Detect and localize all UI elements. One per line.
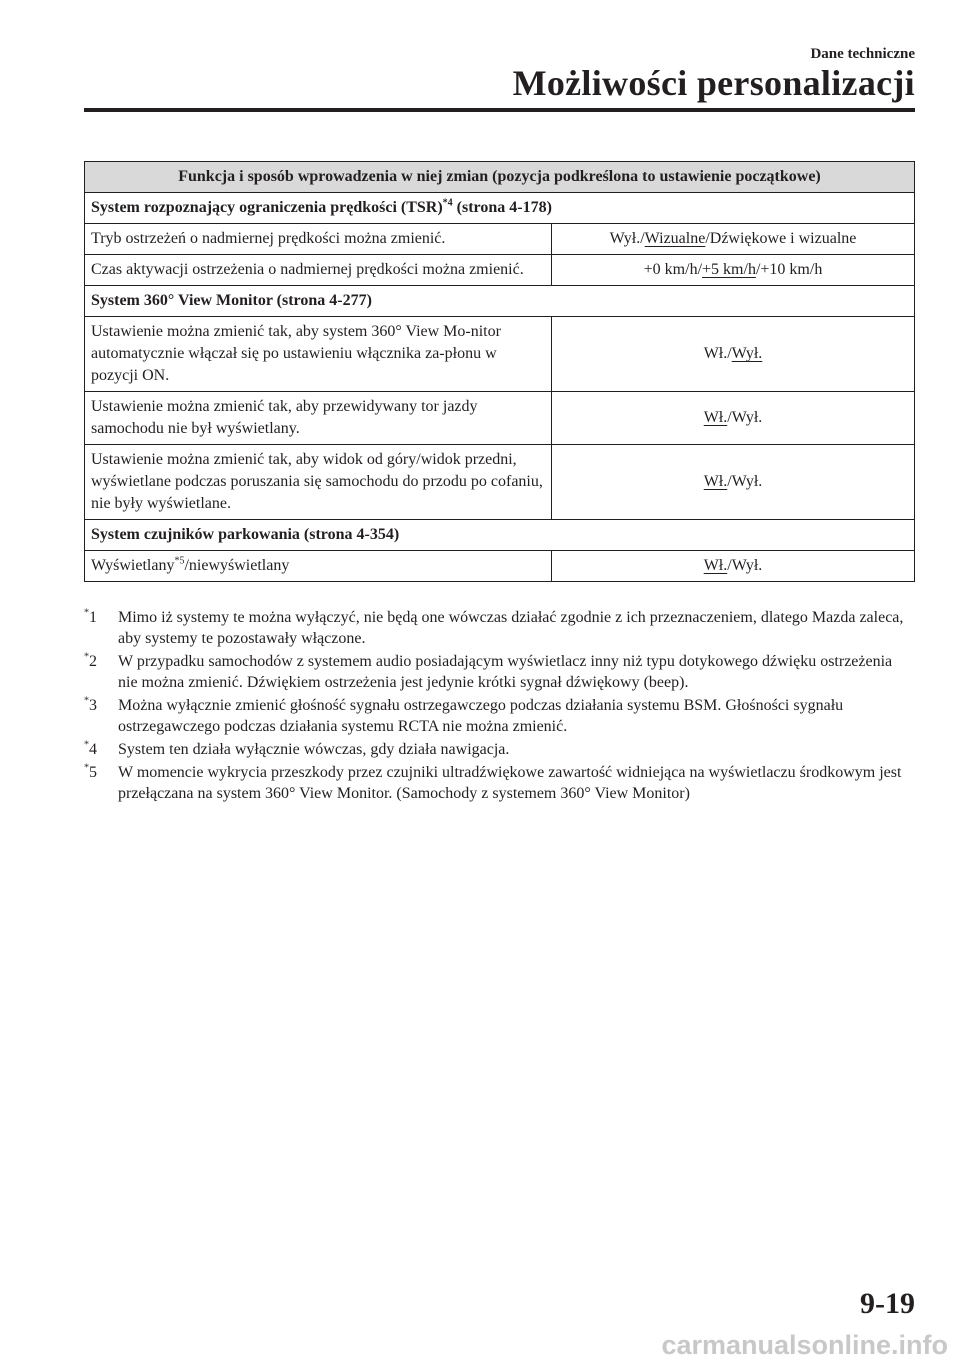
- option: +0 km/h: [643, 261, 698, 278]
- footnote: [84, 762, 915, 804]
- setting-description: Ustawienie można zmienić tak, aby przewidywany tor jazdy samochodu nie był wyświetlany.: [85, 392, 552, 445]
- footnote-number: 2: [89, 653, 97, 670]
- setting-options: [552, 224, 915, 255]
- option: Wył.: [609, 230, 641, 247]
- section-row-parking: [85, 520, 915, 551]
- setting-options: [552, 392, 915, 445]
- option: Wył.: [731, 557, 763, 574]
- option: Wył.: [731, 473, 763, 490]
- section-title-monitor: System 360° View Monitor (strona 4-277): [85, 286, 915, 317]
- footnote-marker: [84, 695, 97, 716]
- option-separator: /: [727, 409, 732, 426]
- footnote-text: Mimo iż systemy te można wyłączyć, nie będą one wówczas działać zgodnie z ich przeznaczeniem, dlatego Mazda zaleca, aby systemy te pozostawały włączone.: [118, 609, 904, 647]
- option-default: Wł.: [703, 409, 728, 426]
- setting-options: [552, 551, 915, 582]
- footnote-text: System ten działa wyłącznie wówczas, gdy działa nawigacja.: [118, 741, 510, 758]
- page-number: 9-19: [860, 1287, 915, 1320]
- footnote-star: *: [84, 695, 89, 707]
- footnote-text: W przypadku samochodów z systemem audio posiadającym wyświetlacz inny niż typu dotykowego dźwięku ostrzeżenia nie można zmienić. Dźwiękiem ostrzeżenia jest jedynie krótki sygnał dźwiękowy (beep).: [118, 653, 893, 691]
- table-row: [85, 224, 915, 255]
- footnote-ref: *4: [442, 197, 453, 209]
- option: +10 km/h: [760, 261, 823, 278]
- option: Wł.: [703, 345, 728, 362]
- table-row: [85, 255, 915, 286]
- desc-text: /niewyświetlany: [184, 557, 290, 574]
- option-default: Wizualne: [644, 230, 706, 247]
- setting-description: Ustawienie można zmienić tak, aby system 360° View Mo-nitor automatycznie włączał się po ustawieniu włącznika za-płonu w pozycji ON.: [85, 317, 552, 392]
- footnote-number: 1: [89, 609, 97, 626]
- footnote-number: 3: [89, 697, 97, 714]
- footnote-star: *: [84, 651, 89, 663]
- page-title: Możliwości personalizacji: [512, 63, 915, 103]
- setting-description: Tryb ostrzeżeń o nadmiernej prędkości można zmienić.: [85, 224, 552, 255]
- option-separator: /: [640, 230, 645, 247]
- footnote: [84, 651, 915, 693]
- table-row: [85, 392, 915, 445]
- footnote-text: Można wyłącznie zmienić głośność sygnału ostrzegawczego podczas działania systemu BSM. Głośności sygnału ostrzegawczego podczas działania systemu RCTA nie można zmienić.: [118, 697, 844, 735]
- tsr-page-ref: (strona 4-178): [452, 199, 552, 216]
- footnote-star: *: [84, 762, 89, 774]
- footnote-marker: [84, 651, 97, 672]
- option: Dźwiękowe i wizualne: [709, 230, 857, 247]
- footnote: [84, 695, 915, 737]
- footnote-star: *: [84, 739, 89, 751]
- option-default: Wył.: [731, 345, 763, 362]
- footnotes: [84, 607, 915, 806]
- setting-description: Czas aktywacji ostrzeżenia o nadmiernej prędkości można zmienić.: [85, 255, 552, 286]
- option: Wył.: [731, 409, 763, 426]
- section-row-monitor: [85, 286, 915, 317]
- footnote: [84, 607, 915, 649]
- footnote-marker: [84, 762, 97, 783]
- setting-options: [552, 445, 915, 520]
- header-rule: [84, 108, 915, 112]
- section-row-tsr: [85, 193, 915, 224]
- option-separator: /: [697, 261, 703, 278]
- option-separator: /: [705, 230, 710, 247]
- footnote-marker: [84, 739, 97, 760]
- setting-description: [85, 551, 552, 582]
- table-row: [85, 317, 915, 392]
- footnote-text: W momencie wykrycia przeszkody przez czujniki ultradźwiękowe zawartość widniejąca na wyświetlaczu środkowym jest przełączana na system 360° View Monitor. (Samochody z systemem 360° View Monitor): [118, 764, 902, 802]
- option-default: +5 km/h: [702, 261, 756, 278]
- section-title-tsr: [85, 193, 915, 224]
- section-title-parking: System czujników parkowania (strona 4-354): [85, 520, 915, 551]
- option-separator: /: [727, 557, 732, 574]
- option-default: Wł.: [703, 473, 728, 490]
- table-header: Funkcja i sposób wprowadzenia w niej zmian (pozycja podkreślona to ustawienie początkowe): [85, 162, 915, 193]
- setting-options: [552, 255, 915, 286]
- section-title: Dane techniczne: [810, 46, 915, 62]
- option-default: Wł.: [703, 557, 728, 574]
- table-row: [85, 445, 915, 520]
- footnote-number: 4: [89, 741, 97, 758]
- footnote-marker: [84, 607, 97, 628]
- desc-text: Wyświetlany: [91, 557, 175, 574]
- personalization-table: [84, 161, 915, 582]
- setting-options: [552, 317, 915, 392]
- table-header-row: [85, 162, 915, 193]
- footnote: [84, 739, 915, 760]
- footnote-ref: *5: [174, 555, 185, 567]
- footnote-number: 5: [89, 764, 97, 781]
- option-separator: /: [727, 345, 732, 362]
- option-separator: /: [755, 261, 761, 278]
- table-row: [85, 551, 915, 582]
- tsr-title: System rozpoznający ograniczenia prędkości (TSR): [91, 199, 443, 216]
- option-separator: /: [727, 473, 732, 490]
- watermark: carmanualsonline.info: [661, 1330, 948, 1360]
- footnote-star: *: [84, 607, 89, 619]
- setting-description: Ustawienie można zmienić tak, aby widok od góry/widok przedni, wyświetlane podczas poruszania się samochodu do przodu po cofaniu, nie były wyświetlane.: [85, 445, 552, 520]
